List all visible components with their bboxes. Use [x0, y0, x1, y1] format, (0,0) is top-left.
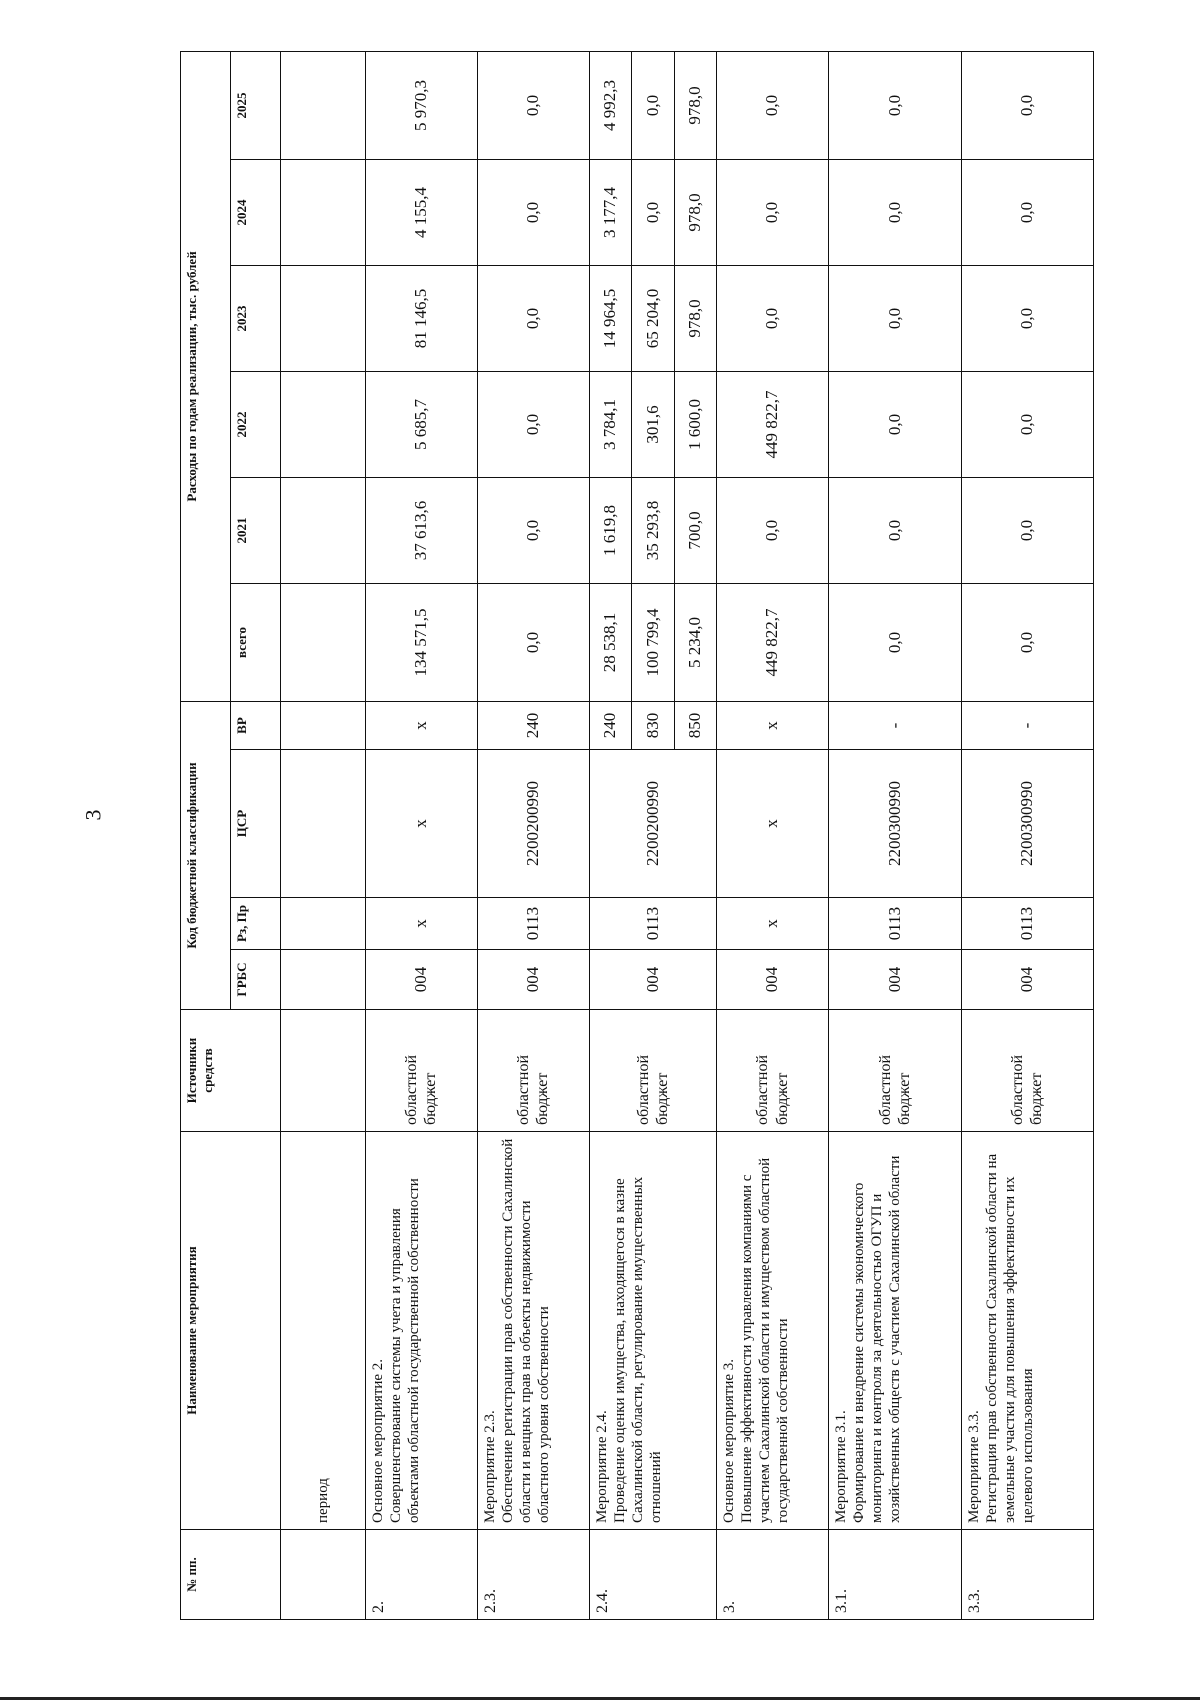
row-grbs: 004 [828, 950, 961, 1010]
row-vr: 240 [477, 701, 589, 749]
row-2023: 0,0 [828, 265, 961, 371]
row-total: 5 234,0 [674, 583, 717, 701]
row-2022: 3 784,1 [589, 371, 632, 477]
row-2023: 14 964,5 [589, 265, 632, 371]
row-total: 0,0 [477, 583, 589, 701]
header-total: всего [231, 583, 281, 701]
row-csr: 2200300990 [961, 750, 1093, 898]
row-2021: 0,0 [717, 477, 829, 583]
row-2021: 700,0 [674, 477, 717, 583]
row-rzpr: 0113 [589, 898, 717, 950]
row-name: Основное мероприятие 2. Совершенствование системы учета и управления объектами областной государственной собственности [366, 1132, 478, 1530]
header-expenses: Расходы по годам реализации, тыс. рублей [181, 51, 231, 701]
row-2022: 0,0 [477, 371, 589, 477]
row-2024: 0,0 [828, 159, 961, 265]
row-csr: 2200300990 [828, 750, 961, 898]
row-2025: 4 992,3 [589, 51, 632, 159]
row-csr: 2200200990 [477, 750, 589, 898]
row-name: Мероприятие 3.3. Регистрация прав собственности Сахалинской области на земельные участки для повышения эффективности их целевого использования [961, 1132, 1093, 1530]
row-2022: 1 600,0 [674, 371, 717, 477]
table-row [589, 51, 632, 1619]
row-2023: 978,0 [674, 265, 717, 371]
scan-edge-line [0, 1697, 1200, 1700]
table-row [477, 51, 589, 1619]
row-total: 28 538,1 [589, 583, 632, 701]
row-csr: 2200200990 [589, 750, 717, 898]
expenses-table [180, 51, 1094, 1620]
row-2024: 4 155,4 [366, 159, 478, 265]
row-grbs: 004 [366, 950, 478, 1010]
header-num: № пп. [181, 1530, 281, 1620]
row-2024: 0,0 [632, 159, 675, 265]
row-grbs: 004 [477, 950, 589, 1010]
row-vr: - [828, 701, 961, 749]
row-source: областной бюджет [961, 1010, 1093, 1132]
row-2024: 0,0 [477, 159, 589, 265]
row-2025: 0,0 [632, 51, 675, 159]
row-name: Мероприятие 2.3. Обеспечение регистрации прав собственности Сахалинской области и вещных прав на объекты недвижимости областного уровня собственности [477, 1132, 589, 1530]
row-vr: - [961, 701, 1093, 749]
row-vr: 240 [589, 701, 632, 749]
row-2021: 0,0 [961, 477, 1093, 583]
row-2025: 0,0 [961, 51, 1093, 159]
row-total: 0,0 [828, 583, 961, 701]
row-2021: 37 613,6 [366, 477, 478, 583]
row-rzpr: х [366, 898, 478, 950]
row-number: 3.1. [828, 1530, 961, 1620]
table-row [828, 51, 961, 1619]
row-2024: 978,0 [674, 159, 717, 265]
row-2021: 0,0 [828, 477, 961, 583]
row-csr: х [366, 750, 478, 898]
row-source: областной бюджет [717, 1010, 829, 1132]
period-label: период [281, 1132, 366, 1530]
row-2022: 0,0 [828, 371, 961, 477]
row-vr: х [366, 701, 478, 749]
header-source: Источники средств [181, 1010, 281, 1132]
row-vr: 830 [632, 701, 675, 749]
row-2021: 35 293,8 [632, 477, 675, 583]
row-total: 0,0 [961, 583, 1093, 701]
row-2022: 0,0 [961, 371, 1093, 477]
row-rzpr: 0113 [477, 898, 589, 950]
row-grbs: 004 [589, 950, 717, 1010]
row-2025: 978,0 [674, 51, 717, 159]
row-2023: 65 204,0 [632, 265, 675, 371]
row-2022: 301,6 [632, 371, 675, 477]
table-row [366, 51, 478, 1619]
row-source: областной бюджет [589, 1010, 717, 1132]
page-number: 3 [80, 809, 106, 821]
row-2023: 81 146,5 [366, 265, 478, 371]
header-2021: 2021 [231, 477, 281, 583]
row-name: Мероприятие 3.1. Формирование и внедрение системы экономического мониторинга и контроля за деятельностью ОГУП и хозяйственных обществ с участием Сахалинской области [828, 1132, 961, 1530]
row-csr: х [717, 750, 829, 898]
row-source: областной бюджет [366, 1010, 478, 1132]
table-row [961, 51, 1093, 1619]
row-2024: 0,0 [961, 159, 1093, 265]
row-grbs: 004 [961, 950, 1093, 1010]
row-number: 3.3. [961, 1530, 1093, 1620]
table-row-period [281, 51, 366, 1619]
row-rzpr: 0113 [961, 898, 1093, 950]
row-2024: 0,0 [717, 159, 829, 265]
header-csr: ЦСР [231, 750, 281, 898]
header-rzpr: Рз, Пр [231, 898, 281, 950]
header-vr: ВР [231, 701, 281, 749]
header-name: Наименование мероприятия [181, 1132, 281, 1530]
row-total: 134 571,5 [366, 583, 478, 701]
header-2023: 2023 [231, 265, 281, 371]
row-rzpr: 0113 [828, 898, 961, 950]
rotated-table-container [180, 52, 1094, 1620]
row-name: Основное мероприятие 3. Повышение эффективности управления компаниями с участием Сахалинской области и имуществом областной государственной собственности [717, 1132, 829, 1530]
row-2021: 0,0 [477, 477, 589, 583]
row-total: 449 822,7 [717, 583, 829, 701]
header-grbs: ГРБС [231, 950, 281, 1010]
row-2024: 3 177,4 [589, 159, 632, 265]
row-source: областной бюджет [828, 1010, 961, 1132]
row-2023: 0,0 [961, 265, 1093, 371]
header-2024: 2024 [231, 159, 281, 265]
row-name: Мероприятие 2.4. Проведение оценки имущества, находящегося в казне Сахалинской области, регулирование имущественных отношений [589, 1132, 717, 1530]
row-rzpr: х [717, 898, 829, 950]
row-source: областной бюджет [477, 1010, 589, 1132]
row-vr: х [717, 701, 829, 749]
row-2025: 5 970,3 [366, 51, 478, 159]
row-number: 2.4. [589, 1530, 717, 1620]
row-total: 100 799,4 [632, 583, 675, 701]
header-2025: 2025 [231, 51, 281, 159]
row-2023: 0,0 [717, 265, 829, 371]
row-vr: 850 [674, 701, 717, 749]
row-2025: 0,0 [477, 51, 589, 159]
table-row [717, 51, 829, 1619]
row-2022: 449 822,7 [717, 371, 829, 477]
header-2022: 2022 [231, 371, 281, 477]
row-2023: 0,0 [477, 265, 589, 371]
rotated-table-wrapper [180, 52, 1094, 1620]
row-number: 3. [717, 1530, 829, 1620]
row-number: 2.3. [477, 1530, 589, 1620]
row-2021: 1 619,8 [589, 477, 632, 583]
row-number: 2. [366, 1530, 478, 1620]
row-2022: 5 685,7 [366, 371, 478, 477]
row-2025: 0,0 [717, 51, 829, 159]
header-budget-code: Код бюджетной классификации [181, 701, 231, 1009]
row-grbs: 004 [717, 950, 829, 1010]
row-2025: 0,0 [828, 51, 961, 159]
